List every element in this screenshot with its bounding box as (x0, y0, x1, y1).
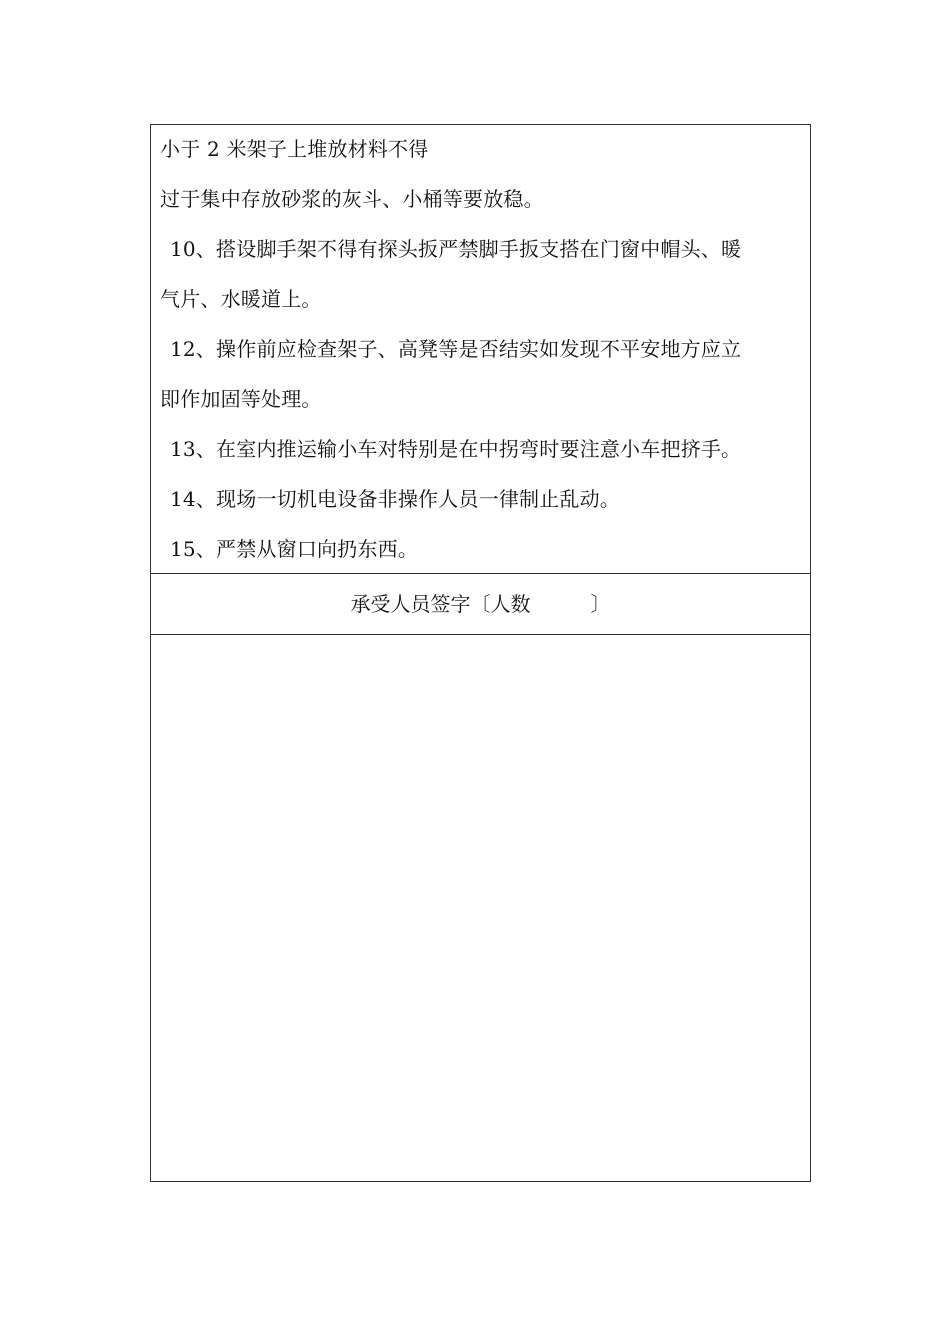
signature-area[interactable] (151, 635, 810, 1182)
signature-header: 承受人员签字〔人数 〕 (151, 574, 810, 635)
rule-line-7: 13、在室内推运输小车对特别是在中拐弯时要注意小车把挤手。 (170, 437, 742, 461)
rule-line-6: 即作加固等处理。 (160, 387, 322, 411)
rule-line-2: 过于集中存放砂浆的灰斗、小桶等要放稳。 (160, 187, 544, 211)
document-table (150, 124, 811, 1182)
rule-line-4: 气片、水暖道上。 (160, 287, 322, 311)
rule-line-1: 小于 2 米架子上堆放材料不得 (160, 137, 429, 161)
rule-line-9: 15、严禁从窗口向扔东西。 (170, 537, 419, 561)
safety-rules-cell (151, 125, 810, 574)
rule-line-5: 12、操作前应检查架子、高凳等是否结实如发现不平安地方应立 (170, 337, 742, 361)
rule-line-8: 14、现场一切机电设备非操作人员一律制止乱动。 (170, 487, 621, 511)
rule-line-3: 10、搭设脚手架不得有探头扳严禁脚手扳支搭在门窗中帽头、暖 (170, 237, 742, 261)
